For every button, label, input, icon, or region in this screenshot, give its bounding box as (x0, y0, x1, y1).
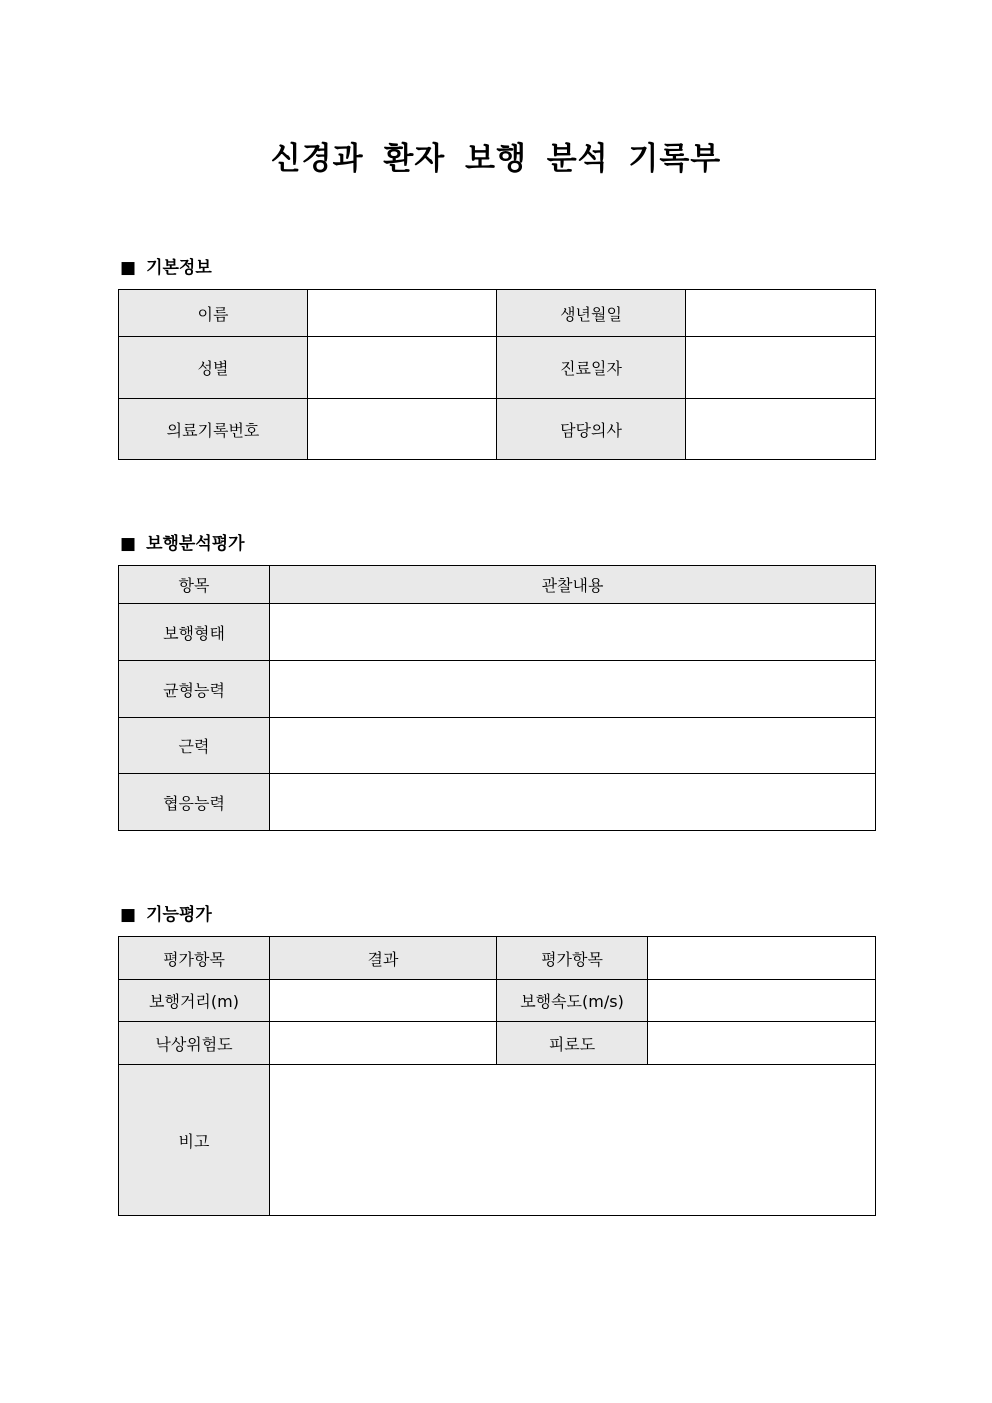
walking-distance-field[interactable] (270, 980, 497, 1022)
section-basic-info-label: 기본정보 (146, 258, 212, 278)
section-basic-info-heading (120, 253, 212, 278)
table-row (119, 980, 876, 1022)
name-label: 이름 (119, 290, 308, 337)
page-title: 신경과 환자 보행 분석 기록부 (270, 141, 722, 177)
attending-doctor-label: 담당의사 (497, 399, 686, 460)
square-bullet-icon: ■ (120, 258, 137, 278)
table-row (119, 774, 876, 831)
observation-column-header: 관찰내용 (270, 566, 876, 604)
visit-date-field[interactable] (686, 337, 876, 399)
walking-distance-label: 보행거리(m) (119, 980, 270, 1022)
table-row (119, 718, 876, 774)
gait-pattern-field[interactable] (270, 604, 876, 661)
table-row (119, 290, 876, 337)
table-row (119, 1065, 876, 1216)
eval-item-header-2: 평가항목 (497, 937, 648, 980)
table-row (119, 399, 876, 460)
birthdate-label: 생년월일 (497, 290, 686, 337)
medical-record-number-field[interactable] (308, 399, 497, 460)
square-bullet-icon: ■ (120, 905, 137, 925)
result-header: 결과 (270, 937, 497, 980)
section-function-eval-heading (120, 900, 212, 925)
section-gait-analysis-label: 보행분석평가 (146, 534, 245, 554)
gait-pattern-label: 보행형태 (119, 604, 270, 661)
table-row (119, 566, 876, 604)
gait-analysis-table (118, 565, 876, 831)
table-row (119, 604, 876, 661)
medical-record-number-label: 의료기록번호 (119, 399, 308, 460)
name-field[interactable] (308, 290, 497, 337)
section-gait-analysis-heading (120, 529, 245, 554)
gender-field[interactable] (308, 337, 497, 399)
coordination-label: 협응능력 (119, 774, 270, 831)
section-function-eval-label: 기능평가 (146, 905, 212, 925)
fall-risk-field[interactable] (270, 1022, 497, 1065)
attending-doctor-field[interactable] (686, 399, 876, 460)
square-bullet-icon: ■ (120, 534, 137, 554)
gender-label: 성별 (119, 337, 308, 399)
birthdate-field[interactable] (686, 290, 876, 337)
remarks-field[interactable] (270, 1065, 876, 1216)
walking-speed-label: 보행속도(m/s) (497, 980, 648, 1022)
table-row (119, 661, 876, 718)
muscle-strength-label: 근력 (119, 718, 270, 774)
balance-field[interactable] (270, 661, 876, 718)
table-row (119, 1022, 876, 1065)
balance-label: 균형능력 (119, 661, 270, 718)
result-header-2[interactable] (648, 937, 876, 980)
walking-speed-field[interactable] (648, 980, 876, 1022)
table-row (119, 337, 876, 399)
fall-risk-label: 낙상위험도 (119, 1022, 270, 1065)
muscle-strength-field[interactable] (270, 718, 876, 774)
fatigue-label: 피로도 (497, 1022, 648, 1065)
eval-item-header-1: 평가항목 (119, 937, 270, 980)
remarks-label: 비고 (119, 1065, 270, 1216)
item-column-header: 항목 (119, 566, 270, 604)
basic-info-table (118, 289, 876, 460)
visit-date-label: 진료일자 (497, 337, 686, 399)
coordination-field[interactable] (270, 774, 876, 831)
table-row (119, 937, 876, 980)
function-eval-table (118, 936, 876, 1216)
fatigue-field[interactable] (648, 1022, 876, 1065)
